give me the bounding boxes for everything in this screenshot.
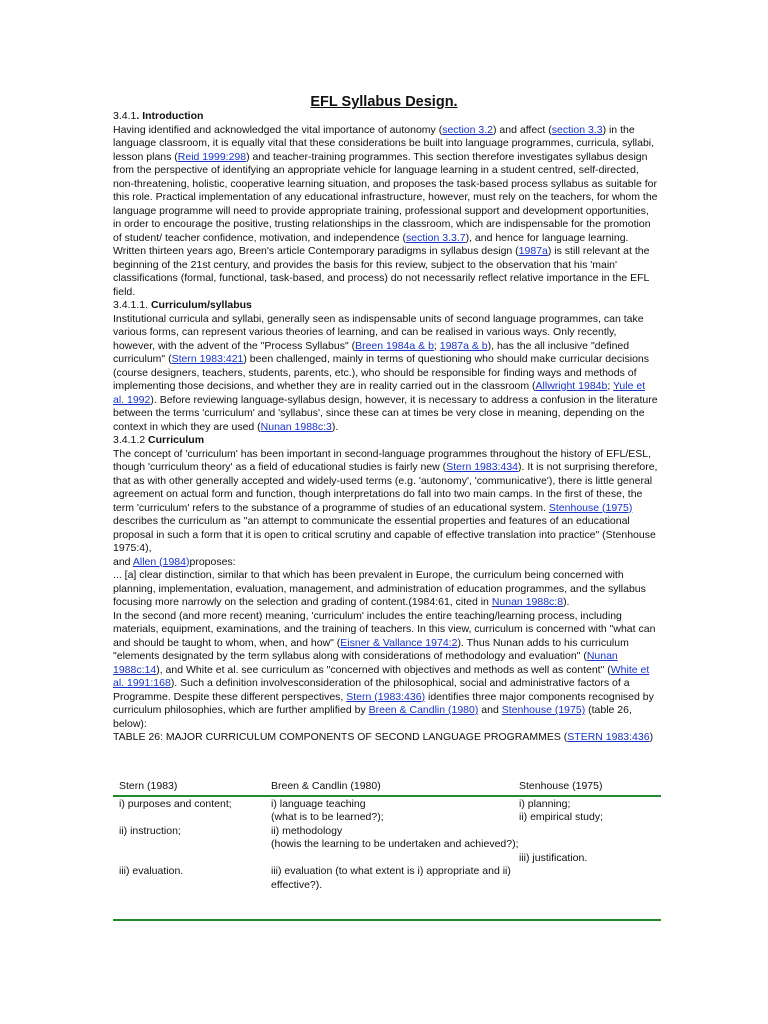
citation-link[interactable]: Breen 1984a & b <box>355 339 434 352</box>
text-run: ) been challenged, mainly in terms of questioning who should make curricular decisions (course designers, teachers, students, parents, etc.), who should be responsible for finding ways and methods of implementing those decisions, and whether they are in reality carried out in the classroom ( <box>113 353 650 392</box>
text-run: 3.4.1.1. <box>113 299 151 311</box>
text-run: ... [a] clear distinction, similar to that which has been prevalent in Europe, the curriculum being concerned with planning, implementation, evaluation, management, and administration of education programmes, and the syllabus focusing more narrowly on the selection and grading of content.(1984:61, cited in <box>113 569 646 608</box>
paragraph <box>113 124 658 246</box>
text-run: proposes: <box>189 555 236 568</box>
citation-link[interactable]: 1987a & b <box>439 339 488 352</box>
text-run: identifies three major components recognised by curriculum philosophies, which are further amplified by <box>113 690 654 716</box>
text-run: and <box>478 704 502 716</box>
table-row <box>113 798 661 825</box>
table-header-cell: Stern (1983) <box>119 780 178 792</box>
table-cell: ii) instruction; <box>119 824 181 837</box>
table-row <box>113 825 661 866</box>
text-run: ), and hence for language learning. <box>465 231 629 244</box>
paragraph <box>113 731 658 745</box>
citation-link[interactable]: 1987a <box>518 245 548 257</box>
text-run: ). Before reviewing language-syllabus design, however, it is necessary to address a confusion in the literature between the terms 'curriculum' and 'syllabus', since these can at times be very close in meaning, depending on the context in which they are used ( <box>113 393 658 433</box>
citation-link[interactable]: Nunan 1988c:8 <box>491 596 564 608</box>
table-row <box>113 865 661 892</box>
table-cell: ii) methodology (howis the learning to be undertaken and achieved?); <box>271 824 519 850</box>
citation-link[interactable]: Allwright 1984b <box>535 380 608 392</box>
citation-link[interactable]: Stenhouse (1975) <box>501 704 586 716</box>
citation-link[interactable]: STERN 1983:436 <box>567 731 650 743</box>
paragraph <box>113 556 658 570</box>
text-run: Written thirteen years ago, Breen's article Contemporary paradigms in syllabus design ( <box>113 245 519 257</box>
table-header-cell: Stenhouse (1975) <box>519 780 603 792</box>
table-cell: i) language teaching (what is to be learned?); <box>271 797 384 823</box>
table-cell <box>519 865 661 892</box>
citation-link[interactable]: Stern 1983:421 <box>171 353 244 365</box>
text-run: ). Thus Nunan adds to his curriculum "elements designated by the term syllabus along with considerations of methodology and evaluation" ( <box>113 636 629 662</box>
text-run: TABLE 26: MAJOR CURRICULUM COMPONENTS OF SECOND LANGUAGE PROGRAMMES ( <box>113 731 568 743</box>
table-cell: i) planning; ii) empirical study; <box>519 797 604 823</box>
citation-link[interactable]: Stern 1983:434 <box>446 461 518 473</box>
text-run: The concept of 'curriculum' has been important in second-language programmes throughout the history of EFL/ESL, though 'curriculum theory' as a field of educational studies is fairly new ( <box>113 447 652 473</box>
text-run: ; <box>433 339 440 352</box>
citation-link[interactable]: Nunan 1988c:3 <box>260 420 332 433</box>
citation-link[interactable]: Reid 1999:298 <box>177 150 247 163</box>
citation-link[interactable]: White et al. 1991:168 <box>113 663 650 689</box>
text-run: ) in the language classroom, it is equally vital that these considerations be built into language programmes, curricula, syllabi, lesson plans ( <box>113 123 655 163</box>
citation-link[interactable]: Breen & Candlin (1980) <box>368 704 479 716</box>
text-run: ) is still relevant at the beginning of the 21st century, and provides the basis for this review, subject to the observation that his 'main' classifications (formal, functional, task-based, and process) do not necessarily reflect relative importance in the EFL field. <box>113 245 650 298</box>
paragraph <box>113 313 658 435</box>
text-run: Institutional curricula and syllabi, generally seen as indispensable units of second language programmes, can take various forms, can represent various theories of learning, and can be realised in various ways. Only recently, however, with the advent of the "Process Syllabus" ( <box>113 312 644 352</box>
citation-link[interactable]: Stenhouse (1975) <box>548 501 633 514</box>
paragraph <box>113 299 658 313</box>
page-title: EFL Syllabus Design. <box>310 94 458 110</box>
text-run: ), and White et al. see curriculum as "concerned with objectives and methods as well as content" ( <box>156 663 611 676</box>
text-run: ). <box>331 420 339 433</box>
citation-link[interactable]: Yule et al. 1992 <box>113 380 646 406</box>
citation-link[interactable]: section 3.3 <box>551 123 603 136</box>
paragraph <box>113 569 658 610</box>
paragraph <box>113 245 658 299</box>
table-bottom-rule <box>113 919 661 921</box>
citation-link[interactable]: Eisner & Vallance 1974:2 <box>340 636 458 649</box>
text-run: ; <box>607 380 613 392</box>
text-run: ) and affect ( <box>493 123 552 136</box>
citation-link[interactable]: section 3.2 <box>442 123 493 136</box>
table-header-row <box>113 780 661 797</box>
text-run: 3.4.1 <box>113 110 137 122</box>
text-run: Having identified and acknowledged the vital importance of autonomy ( <box>113 123 443 136</box>
section-heading: Curriculum <box>148 434 205 446</box>
paragraph <box>113 448 658 556</box>
citation-link[interactable]: section 3.3.7 <box>406 231 466 244</box>
components-table <box>113 780 661 921</box>
citation-link[interactable]: Stern (1983:436) <box>346 690 426 703</box>
text-run: ). <box>563 596 570 608</box>
text-run: In the second (and more recent) meaning, 'curriculum' includes the entire teaching/learning process, including materials, equipment, examinations, and the training of teachers. In this view, curriculum is concerned with "what can and should be taught to whom, when, and how" ( <box>113 609 656 649</box>
document-body <box>113 110 658 745</box>
section-heading: . Introduction <box>136 110 204 122</box>
paragraph <box>113 110 658 124</box>
table-cell: iii) justification. <box>519 851 588 864</box>
citation-link[interactable]: Allen (1984) <box>132 555 190 568</box>
table-header-cell: Breen & Candlin (1980) <box>271 780 381 792</box>
paragraph <box>113 610 658 732</box>
text-run: and <box>113 555 133 568</box>
table-cell: iii) evaluation. <box>119 865 184 877</box>
text-run: describes the curriculum as "an attempt to communicate the essential properties and features of an educational proposal in such a form that it is open to critical scrutiny and capable of effective translation into practice" (Stenhouse 1975:4), <box>113 515 656 554</box>
citation-link[interactable]: Nunan 1988c:14 <box>113 650 618 676</box>
section-heading: Curriculum/syllabus <box>150 299 252 311</box>
text-run: ), has the all inclusive "defined curriculum" ( <box>113 339 630 365</box>
text-run: 3.4.1.2 <box>113 434 149 446</box>
text-run: ). Such a definition involvesconsideration of the philosophical, social and administrative factors of a Programme. Despite these different perspectives, <box>113 677 630 703</box>
table-cell: iii) evaluation (to what extent is i) appropriate and ii) effective?). <box>271 865 511 891</box>
text-run: ). It is not surprising therefore, that as with other generally accepted and widely-used terms (e.g. 'autonomy', 'communicative'), there is little general agreement on actual form and function, though interpretations do fall into two main camps. In the first of these, the term 'curriculum' refers to the substance of a programme of studies of an educational system. <box>113 461 658 514</box>
text-run: ) and teacher-training programmes. This section therefore investigates syllabus design from the perspective of identifying an appropriate vehicle for language learning in a student centred, self-directed, non-threatening, holistic, cooperative learning situation, and proposes the task-based process syllabus as suitable for this role. Practical implementation of any educational infrastructure, however, must rely on the teachers, for whom the language programme will need to provide appropriate training, professional support and development opportunities, in order to encourage the positive, trusting relationships in the classroom, which are indispensable for the promotion of student/ teacher confidence, motivation, and independence ( <box>113 150 658 244</box>
text-run: ) <box>649 731 654 743</box>
paragraph <box>113 434 658 448</box>
text-run: (table 26, below): <box>113 704 632 730</box>
table-cell: i) purposes and content; <box>119 797 232 810</box>
